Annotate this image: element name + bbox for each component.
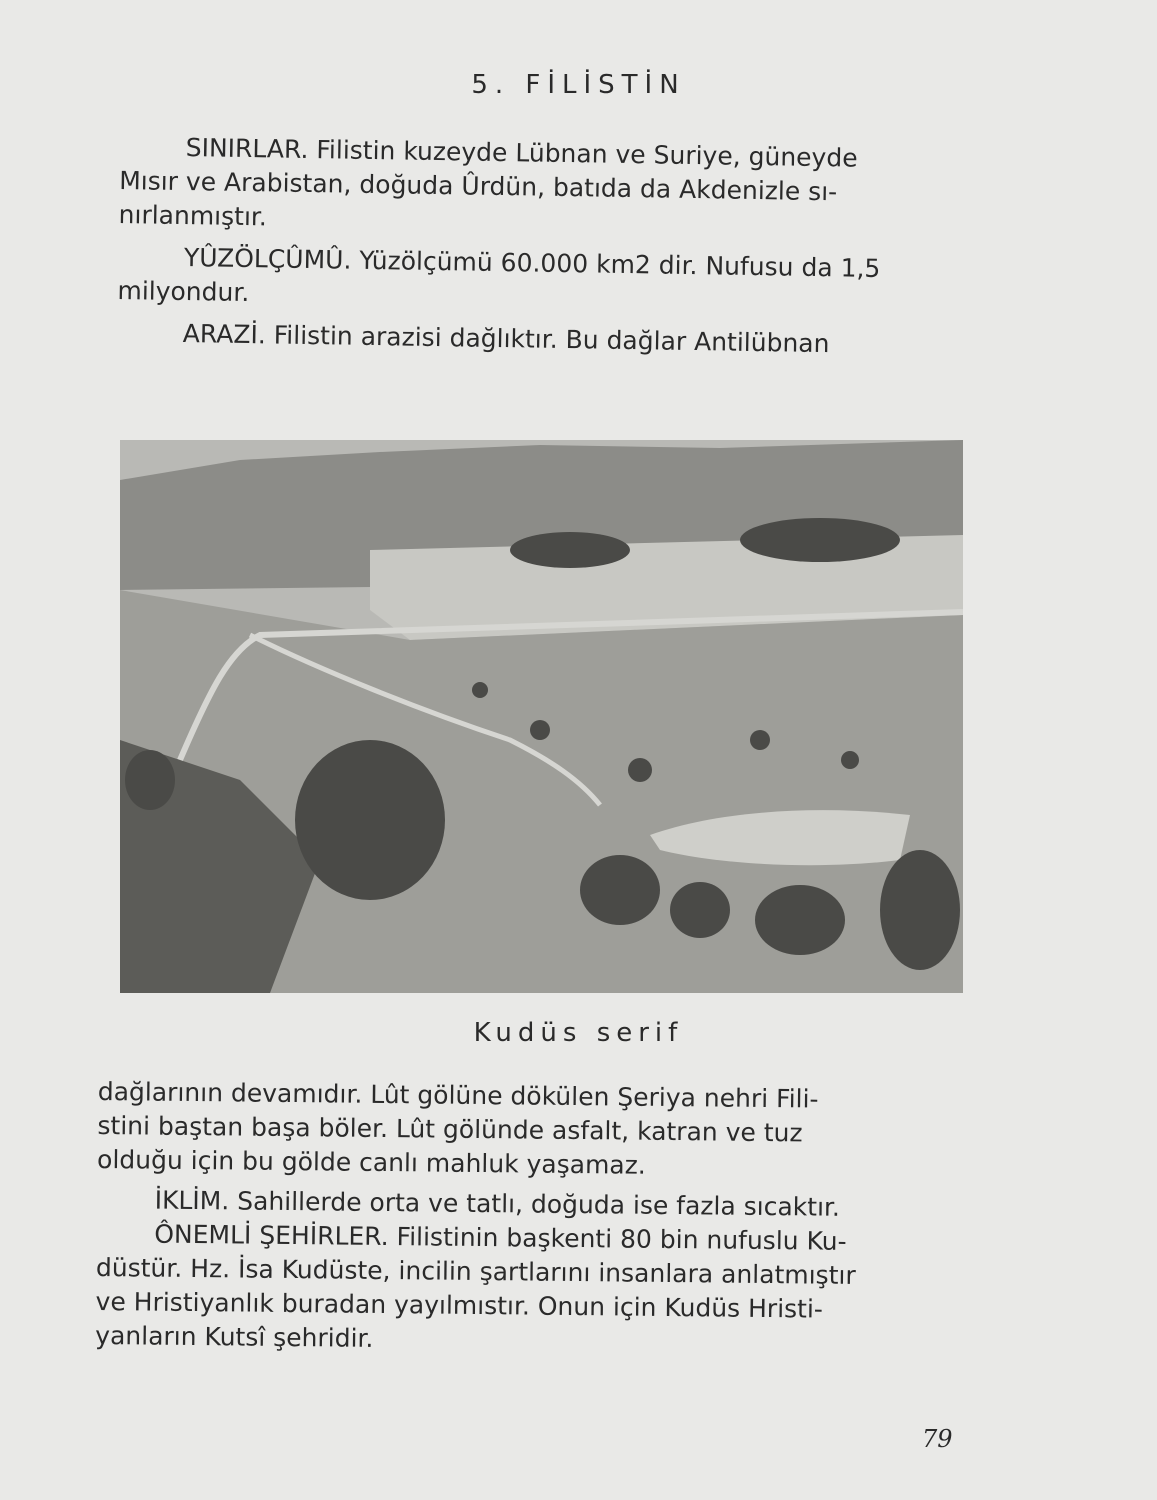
text-line: stini baştan başa böler. Lût gölünde asfalt, katran ve tuz xyxy=(97,1110,803,1148)
photo-caption: Kudüs serif xyxy=(473,1018,684,1048)
landscape-illustration xyxy=(120,440,963,993)
text-line: Mısır ve Arabistan, doğuda Ûrdün, batıda da Akdenizle sı- xyxy=(118,165,838,207)
olive-tree xyxy=(880,850,960,970)
text-line: İKLİM. Sahillerde orta ve tatlı, doğuda ise fazla sıcaktır. xyxy=(154,1185,841,1222)
text-line: ve Hristiyanlık buradan yayılmıstır. Onun için Kudüs Hristi- xyxy=(95,1286,824,1324)
text-line: dağlarının devamıdır. Lût gölüne dökülen Şeriya nehri Fili- xyxy=(97,1076,819,1114)
text-line: SINIRLAR. Filistin kuzeyde Lübnan ve Suriye, güneyde xyxy=(185,133,858,173)
top-paragraphs xyxy=(117,130,990,364)
olive-tree xyxy=(580,855,660,925)
olive-tree xyxy=(295,740,445,900)
small-tree xyxy=(841,751,859,769)
text-line: milyondur. xyxy=(117,275,250,308)
small-tree xyxy=(628,758,652,782)
text-line: düstür. Hz. İsa Kudüste, incilin şartlarını insanlara anlatmıştır xyxy=(95,1252,856,1290)
page-number: 79 xyxy=(922,1425,953,1453)
chapter-heading: 5. FİLİSTİN xyxy=(471,70,686,100)
text-line: nırlanmıştır. xyxy=(118,199,268,232)
text-line: olduğu için bu gölde canlı mahluk yaşamaz. xyxy=(96,1144,646,1180)
tree-cluster xyxy=(740,518,900,562)
olive-tree xyxy=(755,885,845,955)
small-tree xyxy=(472,682,488,698)
small-tree xyxy=(750,730,770,750)
olive-tree xyxy=(125,750,175,810)
text-line: ARAZİ. Filistin arazisi dağlıktır. Bu dağlar Antilübnan xyxy=(182,319,830,359)
jerusalem-photo xyxy=(120,440,963,993)
small-tree xyxy=(530,720,550,740)
text-line: yanların Kutsî şehridir. xyxy=(95,1320,374,1353)
text-line: YÛZÖLÇÛMÛ. Yüzölçümü 60.000 km2 dir. Nufusu da 1,5 xyxy=(183,243,881,283)
olive-tree xyxy=(670,882,730,938)
tree-cluster xyxy=(510,532,630,568)
text-line: ÔNEMLİ ŞEHİRLER. Filistinin başkenti 80 bin nufuslu Ku- xyxy=(154,1219,847,1256)
bottom-paragraphs xyxy=(95,1075,998,1362)
